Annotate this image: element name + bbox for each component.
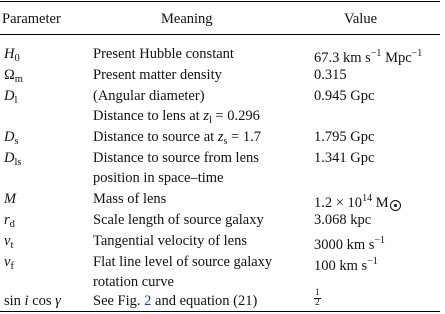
param-symbol: $D_{ls}$ xyxy=(4,150,22,168)
param-meaning: Distance to source from lens xyxy=(93,150,259,166)
param-value: $1.2 \times 10^{14}$ M xyxy=(314,190,401,212)
table-top-rule xyxy=(0,1,440,2)
param-meaning: Distance to source at $z_s = 1.7$ xyxy=(93,129,261,147)
param-value: 100 km $s^{-1}$ xyxy=(314,256,378,274)
param-symbol: $v_f$ xyxy=(4,254,14,272)
param-symbol: $\Omega_m$ xyxy=(4,67,23,85)
param-meaning: Mass of lens xyxy=(93,191,167,207)
header-value: Value xyxy=(344,11,378,27)
param-symbol: $H_0$ xyxy=(4,46,20,64)
param-value: 0.315 xyxy=(314,67,347,83)
param-meaning: Scale length of source galaxy xyxy=(93,212,264,228)
param-meaning: (Angular diameter) xyxy=(93,88,205,104)
param-value: 3000 km $s^{-1}$ xyxy=(314,235,386,253)
param-symbol: M xyxy=(4,191,17,207)
param-meaning-cont: Distance to lens at $z_l = 0.296$ xyxy=(93,108,260,126)
table-header-rule xyxy=(0,34,440,35)
solar-symbol-icon xyxy=(390,200,401,211)
figure-link[interactable]: 2 xyxy=(144,293,152,309)
param-meaning: See Fig. 2 and equation (21) xyxy=(93,293,258,309)
param-value: 1.795 Gpc xyxy=(314,129,375,145)
param-value xyxy=(314,289,321,308)
param-meaning-cont: position in space–time xyxy=(93,170,224,186)
param-symbol: $D_l$ xyxy=(4,88,18,106)
param-meaning: Flat line level of source galaxy xyxy=(93,254,273,270)
param-value: 67.3 km $s^{-1}$ Mpc$^{-1}$ xyxy=(314,48,423,66)
table-bottom-rule xyxy=(0,311,440,312)
param-value: 3.068 kpc xyxy=(314,212,372,228)
param-symbol: $D_s$ xyxy=(4,129,19,147)
param-meaning: Present Hubble constant xyxy=(93,46,234,62)
param-symbol: $v_t$ xyxy=(4,233,14,251)
param-symbol: sin i cos γ xyxy=(4,293,61,309)
param-symbol: $r_d$ xyxy=(4,212,15,230)
param-meaning: Present matter density xyxy=(93,67,222,83)
param-meaning: Tangential velocity of lens xyxy=(93,233,248,249)
header-meaning: Meaning xyxy=(161,11,213,27)
header-parameter: Parameter xyxy=(2,11,61,27)
param-meaning-cont: rotation curve xyxy=(93,274,174,290)
param-value: 1.341 Gpc xyxy=(314,150,375,166)
fraction: $\frac{1}{2}$ xyxy=(315,288,320,309)
param-value: 0.945 Gpc xyxy=(314,88,375,104)
